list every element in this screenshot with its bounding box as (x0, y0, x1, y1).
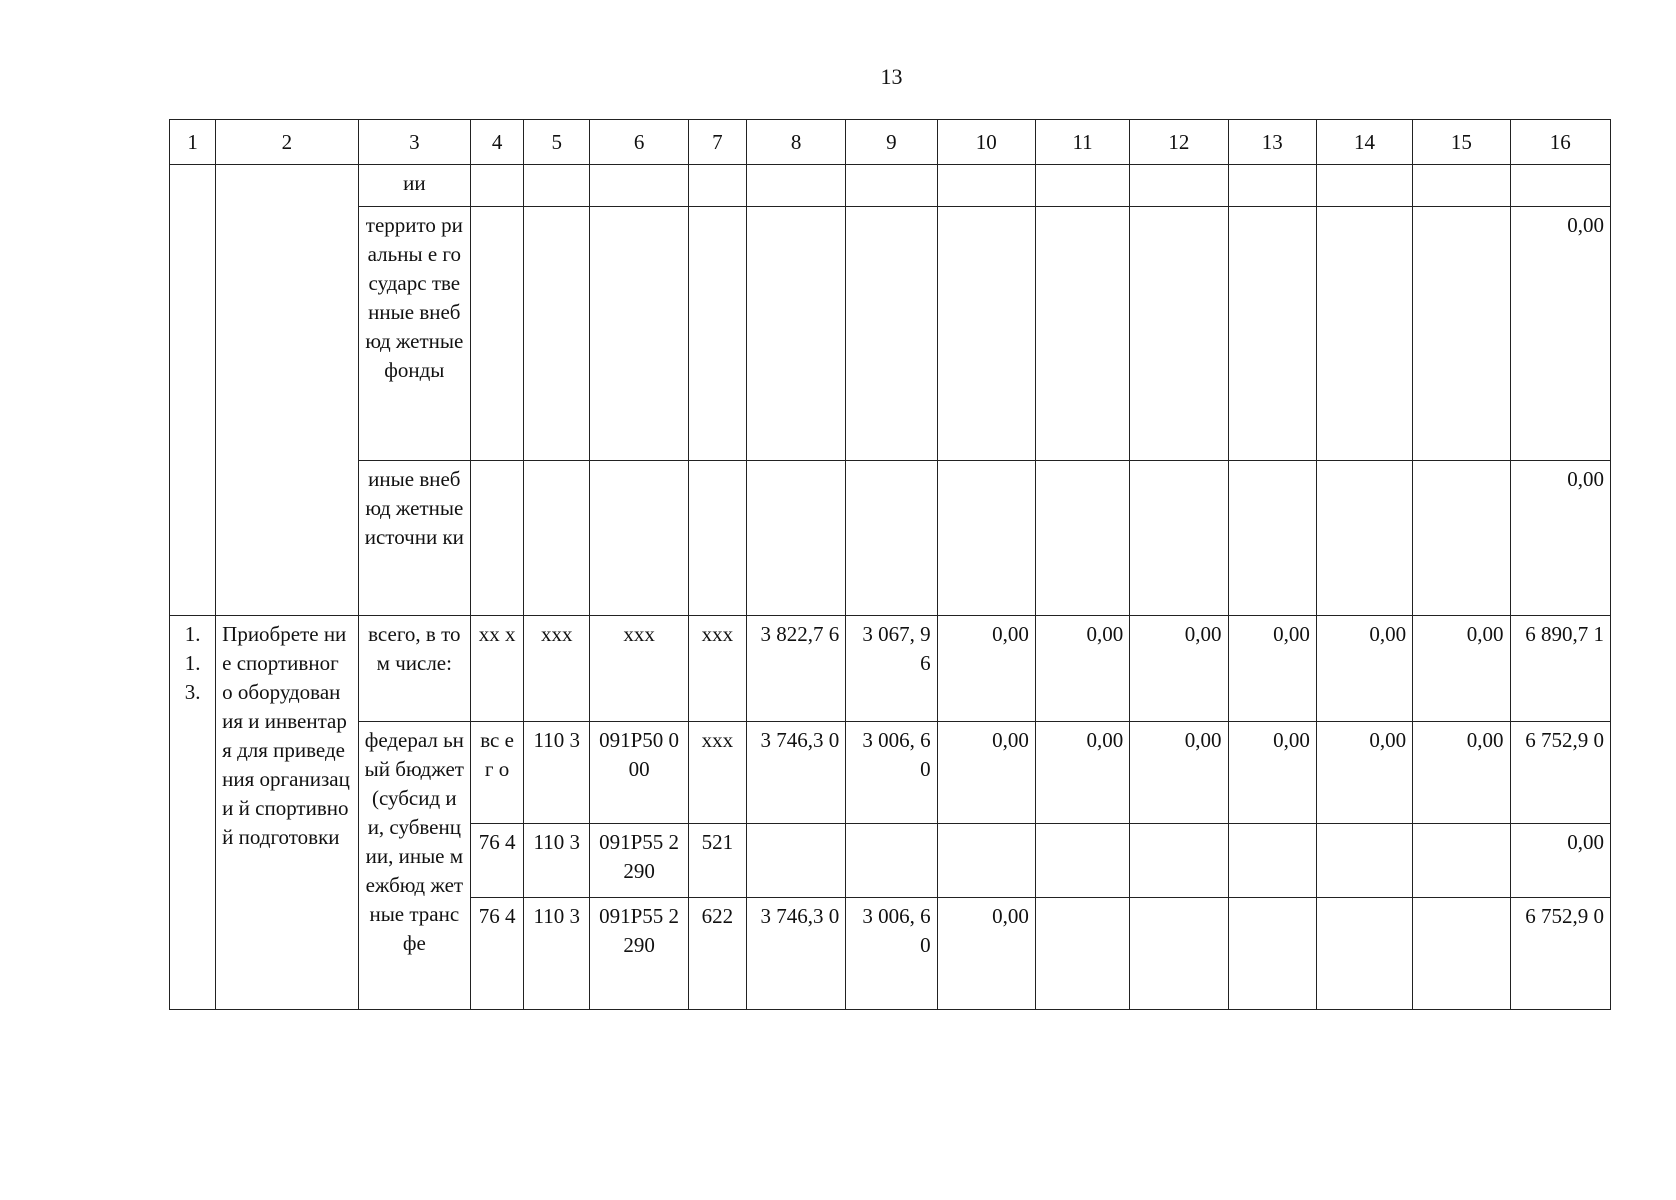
code-cell: вс ег о (471, 722, 524, 824)
funding-source-cell: иные внебюд жетные источни ки (358, 461, 470, 616)
header-cell: 4 (471, 120, 524, 165)
code-cell: ххх (688, 722, 746, 824)
amount-cell: 0,00 (1316, 722, 1412, 824)
amount-cell: 3 006, 60 (846, 722, 937, 824)
amount-cell: 0,00 (1510, 207, 1611, 461)
amount-cell: 3 067, 96 (846, 616, 937, 722)
header-cell: 9 (846, 120, 937, 165)
header-cell: 2 (216, 120, 358, 165)
empty-cell (170, 165, 216, 616)
header-cell: 16 (1510, 120, 1611, 165)
item-number-cell: 1. 1. 3. (170, 616, 216, 1010)
header-cell: 7 (688, 120, 746, 165)
amount-cell: 0,00 (937, 616, 1035, 722)
header-cell: 3 (358, 120, 470, 165)
budget-table (169, 119, 1611, 1010)
amount-cell: 6 890,7 1 (1510, 616, 1611, 722)
amount-cell: 0,00 (937, 898, 1035, 1010)
code-cell: 521 (688, 824, 746, 898)
empty-cell (216, 165, 358, 616)
amount-cell: 3 822,7 6 (746, 616, 845, 722)
amount-cell: 0,00 (1035, 722, 1129, 824)
amount-cell: 0,00 (1413, 616, 1510, 722)
code-cell: 76 4 (471, 898, 524, 1010)
amount-cell: 3 746,3 0 (746, 722, 845, 824)
table-row (170, 616, 1611, 722)
code-cell: ххх (590, 616, 688, 722)
code-cell: 110 3 (524, 824, 590, 898)
code-cell: 091Р50 000 (590, 722, 688, 824)
code-cell: 76 4 (471, 824, 524, 898)
amount-cell: 0,00 (1035, 616, 1129, 722)
code-cell: хх х (471, 616, 524, 722)
table-row (170, 165, 1611, 207)
header-cell: 5 (524, 120, 590, 165)
amount-cell: 0,00 (1510, 461, 1611, 616)
funding-source-cell: ии (358, 165, 470, 207)
amount-cell: 6 752,9 0 (1510, 898, 1611, 1010)
code-cell: ххх (688, 616, 746, 722)
amount-cell: 0,00 (937, 722, 1035, 824)
item-name-cell: Приобрете ние спортивног о оборудован ия и инвентаря для приведения организаци й спортивной подготовки (216, 616, 358, 1010)
code-cell: 091Р55 2290 (590, 824, 688, 898)
amount-cell: 0,00 (1316, 616, 1412, 722)
amount-cell: 0,00 (1228, 722, 1316, 824)
funding-source-cell: террито риальны е государс твенные внебюд жетные фонды (358, 207, 470, 461)
code-cell: ххх (524, 616, 590, 722)
amount-cell: 0,00 (1228, 616, 1316, 722)
funding-source-cell: всего, в том числе: (358, 616, 470, 722)
amount-cell: 3 006, 60 (846, 898, 937, 1010)
header-cell: 6 (590, 120, 688, 165)
amount-cell: 6 752,9 0 (1510, 722, 1611, 824)
header-cell: 13 (1228, 120, 1316, 165)
header-cell: 1 (170, 120, 216, 165)
amount-cell: 0,00 (1130, 722, 1228, 824)
header-cell: 14 (1316, 120, 1412, 165)
header-cell: 11 (1035, 120, 1129, 165)
code-cell: 622 (688, 898, 746, 1010)
table-row (170, 722, 1611, 824)
amount-cell: 0,00 (1510, 824, 1611, 898)
code-cell: 110 3 (524, 722, 590, 824)
amount-cell: 0,00 (1413, 722, 1510, 824)
table-row (170, 207, 1611, 461)
code-cell: 091Р55 2290 (590, 898, 688, 1010)
header-cell: 12 (1130, 120, 1228, 165)
header-cell: 8 (746, 120, 845, 165)
code-cell: 110 3 (524, 898, 590, 1010)
page-number: 13 (880, 64, 903, 89)
funding-source-cell: федерал ьный бюджет (субсид ии, субвенц ии, иные межбюд жетные трансфе (358, 722, 470, 1010)
header-cell: 15 (1413, 120, 1510, 165)
table-header-row (170, 120, 1611, 165)
header-cell: 10 (937, 120, 1035, 165)
table-row (170, 461, 1611, 616)
amount-cell: 3 746,3 0 (746, 898, 845, 1010)
amount-cell: 0,00 (1130, 616, 1228, 722)
